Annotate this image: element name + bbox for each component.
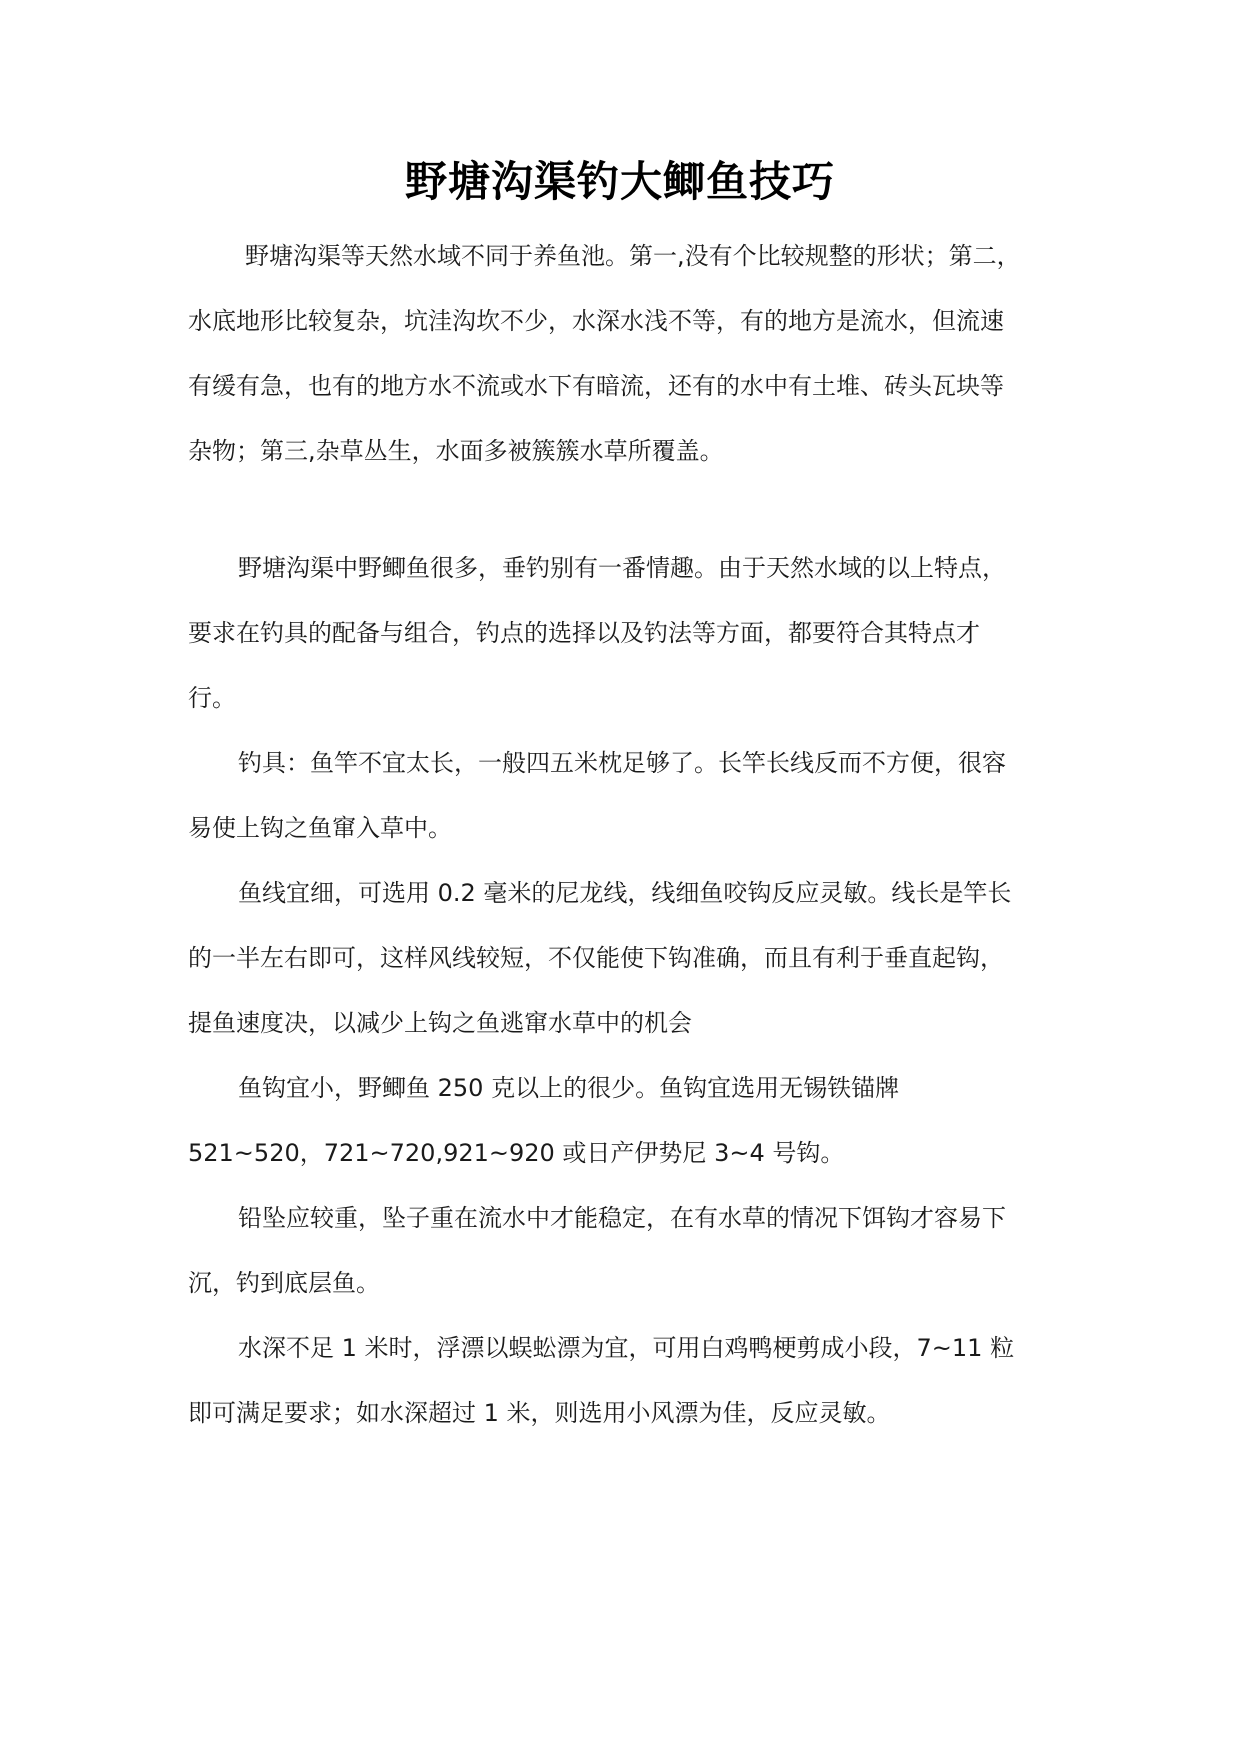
paragraph-line: 鱼线宜细，可选用 0.2 毫米的尼龙线，线细鱼咬钩反应灵敏。线长是竿长 xyxy=(238,879,1012,907)
paragraph-2 xyxy=(188,536,1050,731)
paragraph-5 xyxy=(188,1056,1050,1186)
paragraph-line: 铅坠应较重，坠子重在流水中才能稳定，在有水草的情况下饵钩才容易下 xyxy=(238,1204,1006,1232)
paragraph-7 xyxy=(188,1316,1050,1446)
paragraph-line: 行。 xyxy=(188,684,236,712)
paragraph-line: 即可满足要求；如水深超过 1 米，则选用小风漂为佳，反应灵敏。 xyxy=(188,1399,891,1427)
paragraph-line: 提鱼速度决，以减少上钩之鱼逃窜水草中的机会 xyxy=(188,1009,692,1037)
paragraph-line: 水深不足 1 米时，浮漂以蜈蚣漂为宜，可用白鸡鸭梗剪成小段，7~11 粒 xyxy=(238,1334,1015,1362)
paragraph-line: 钓具：鱼竿不宜太长，一般四五米枕足够了。长竿长线反而不方便，很容 xyxy=(238,749,1006,777)
paragraph-1 xyxy=(188,224,1050,484)
paragraph-4 xyxy=(188,861,1050,1056)
paragraph-line: 521~520，721~720,921~920 或日产伊势尼 3~4 号钩。 xyxy=(188,1139,845,1167)
paragraph-line: 沉，钓到底层鱼。 xyxy=(188,1269,380,1297)
paragraph-line: 易使上钩之鱼窜入草中。 xyxy=(188,814,452,842)
paragraph-line: 鱼钩宜小，野鲫鱼 250 克以上的很少。鱼钩宜选用无锡铁锚牌 xyxy=(238,1074,900,1102)
paragraph-3 xyxy=(188,731,1050,861)
paragraph-line: 野塘沟渠中野鲫鱼很多，垂钓别有一番情趣。由于天然水域的以上特点， xyxy=(238,554,1006,582)
paragraph-6 xyxy=(188,1186,1050,1316)
paragraph-line: 水底地形比较复杂，坑洼沟坎不少，水深水浅不等，有的地方是流水，但流速 xyxy=(188,307,1004,335)
paragraph-line: 要求在钓具的配备与组合，钓点的选择以及钓法等方面，都要符合其特点才 xyxy=(188,619,980,647)
paragraph-line: 有缓有急，也有的地方水不流或水下有暗流，还有的水中有土堆、砖头瓦块等 xyxy=(188,372,1004,400)
page-title: 野塘沟渠钓大鲫鱼技巧 xyxy=(404,157,835,206)
paragraph-line: 杂物；第三,杂草丛生，水面多被簇簇水草所覆盖。 xyxy=(188,437,724,465)
paragraph-line: 的一半左右即可，这样风线较短，不仅能使下钩准确，而且有利于垂直起钩， xyxy=(188,944,1004,972)
paragraph-line: 野塘沟渠等天然水域不同于养鱼池。第一,没有个比较规整的形状；第二， xyxy=(245,242,1021,270)
